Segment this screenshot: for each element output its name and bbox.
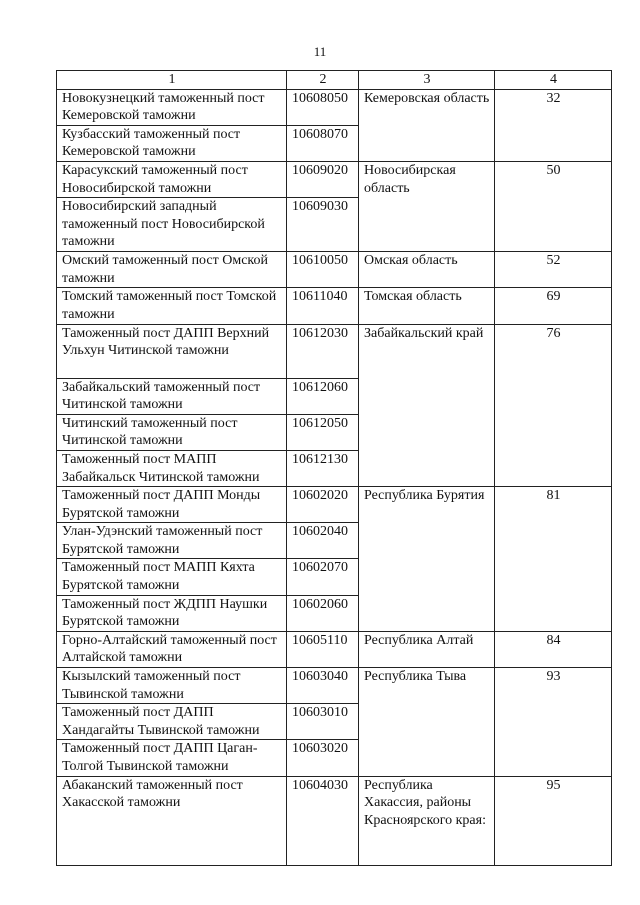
table-row bbox=[57, 776, 612, 865]
col-header-2: 2 bbox=[287, 71, 359, 90]
table-row bbox=[57, 161, 612, 197]
table-row bbox=[57, 89, 612, 125]
post-name: Улан-Удэнский таможенный пост Бурятской таможни bbox=[57, 523, 287, 559]
region-cell: Республика Алтай bbox=[359, 631, 495, 667]
post-code: 10608070 bbox=[287, 125, 359, 161]
post-name: Карасукский таможенный пост Новосибирской таможни bbox=[57, 161, 287, 197]
table-row bbox=[57, 631, 612, 667]
post-name: Таможенный пост МАПП Кяхта Бурятской таможни bbox=[57, 559, 287, 595]
col-header-3: 3 bbox=[359, 71, 495, 90]
post-code: 10612060 bbox=[287, 378, 359, 414]
value-cell: 76 bbox=[495, 324, 612, 487]
post-code: 10612050 bbox=[287, 414, 359, 450]
post-name: Абаканский таможенный пост Хакасской таможни bbox=[57, 776, 287, 865]
post-code: 10609030 bbox=[287, 198, 359, 252]
value-cell: 50 bbox=[495, 161, 612, 251]
value-cell: 95 bbox=[495, 776, 612, 865]
post-name: Забайкальский таможенный пост Читинской таможни bbox=[57, 378, 287, 414]
region-cell: Омская область bbox=[359, 252, 495, 288]
value-cell: 69 bbox=[495, 288, 612, 324]
post-code: 10612130 bbox=[287, 450, 359, 486]
post-name: Таможенный пост ЖДПП Наушки Бурятской таможни bbox=[57, 595, 287, 631]
post-name: Таможенный пост ДАПП Хандагайты Тывинской таможни bbox=[57, 704, 287, 740]
post-code: 10610050 bbox=[287, 252, 359, 288]
post-name: Томский таможенный пост Томской таможни bbox=[57, 288, 287, 324]
post-name: Новокузнецкий таможенный пост Кемеровской таможни bbox=[57, 89, 287, 125]
post-code: 10602070 bbox=[287, 559, 359, 595]
post-code: 10602060 bbox=[287, 595, 359, 631]
table-row bbox=[57, 252, 612, 288]
value-cell: 84 bbox=[495, 631, 612, 667]
value-cell: 52 bbox=[495, 252, 612, 288]
post-name: Новосибирский западный таможенный пост Новосибирской таможни bbox=[57, 198, 287, 252]
customs-posts-table bbox=[56, 70, 612, 866]
col-header-1: 1 bbox=[57, 71, 287, 90]
post-code: 10605110 bbox=[287, 631, 359, 667]
post-code: 10602020 bbox=[287, 487, 359, 523]
post-name: Кызылский таможенный пост Тывинской таможни bbox=[57, 668, 287, 704]
post-code: 10603040 bbox=[287, 668, 359, 704]
post-code: 10602040 bbox=[287, 523, 359, 559]
header-row bbox=[57, 71, 612, 90]
region-cell: Томская область bbox=[359, 288, 495, 324]
value-cell: 81 bbox=[495, 487, 612, 632]
post-name: Кузбасский таможенный пост Кемеровской таможни bbox=[57, 125, 287, 161]
post-code: 10603020 bbox=[287, 740, 359, 776]
post-code: 10611040 bbox=[287, 288, 359, 324]
table-row bbox=[57, 668, 612, 704]
region-cell: Забайкальский край bbox=[359, 324, 495, 487]
table-row bbox=[57, 487, 612, 523]
value-cell: 32 bbox=[495, 89, 612, 161]
post-name: Таможенный пост ДАПП Верхний Ульхун Читинской таможни bbox=[57, 324, 287, 378]
table-row bbox=[57, 324, 612, 378]
region-cell: Кемеровская область bbox=[359, 89, 495, 161]
value-cell: 93 bbox=[495, 668, 612, 777]
region-cell: Республика Хакассия, районы Красноярского края: bbox=[359, 776, 495, 865]
col-header-4: 4 bbox=[495, 71, 612, 90]
post-name: Читинский таможенный пост Читинской таможни bbox=[57, 414, 287, 450]
post-name: Горно-Алтайский таможенный пост Алтайской таможни bbox=[57, 631, 287, 667]
post-name: Таможенный пост ДАПП Монды Бурятской таможни bbox=[57, 487, 287, 523]
page-number: 11 bbox=[313, 44, 327, 59]
post-code: 10609020 bbox=[287, 161, 359, 197]
post-name: Таможенный пост МАПП Забайкальск Читинской таможни bbox=[57, 450, 287, 486]
post-name: Омский таможенный пост Омской таможни bbox=[57, 252, 287, 288]
region-cell: Новосибирская область bbox=[359, 161, 495, 251]
region-cell: Республика Тыва bbox=[359, 668, 495, 777]
post-code: 10608050 bbox=[287, 89, 359, 125]
post-name: Таможенный пост ДАПП Цаган-Толгой Тывинской таможни bbox=[57, 740, 287, 776]
post-code: 10604030 bbox=[287, 776, 359, 865]
table-row bbox=[57, 288, 612, 324]
post-code: 10612030 bbox=[287, 324, 359, 378]
region-cell: Республика Бурятия bbox=[359, 487, 495, 632]
post-code: 10603010 bbox=[287, 704, 359, 740]
